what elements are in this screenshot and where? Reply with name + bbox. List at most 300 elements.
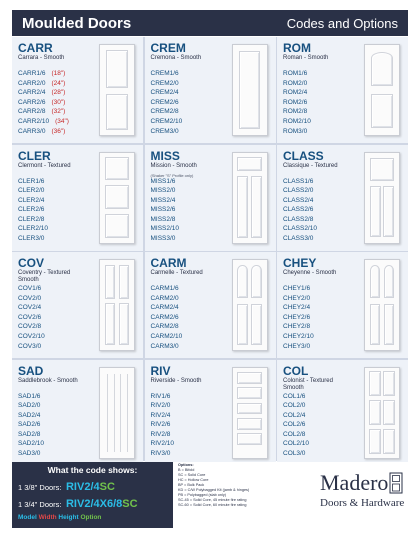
door-panel xyxy=(105,157,129,180)
legend-code-option: SC xyxy=(99,481,115,493)
door-panel xyxy=(251,304,262,345)
door-groove xyxy=(127,374,128,452)
size-code-list xyxy=(151,284,183,351)
size-code: SAD2/10 xyxy=(18,440,45,448)
size-code: CREM2/4 xyxy=(150,89,179,97)
size-code-item xyxy=(283,449,309,459)
size-code: MISS2/4 xyxy=(150,196,176,204)
size-code-item xyxy=(151,215,180,225)
door-illustration xyxy=(99,152,135,244)
size-code: ROM1/6 xyxy=(283,70,308,77)
door-grid xyxy=(12,37,408,461)
size-width: (18") xyxy=(51,70,66,77)
size-code-item xyxy=(18,127,69,137)
size-code-item xyxy=(151,449,175,459)
key-height: Height xyxy=(58,514,79,521)
door-panel xyxy=(237,418,261,430)
size-code: COV2/0 xyxy=(18,294,42,302)
size-code-item xyxy=(18,392,44,402)
size-code-item xyxy=(151,117,183,127)
size-code: CARR2/8 xyxy=(18,108,46,116)
size-code-item xyxy=(18,186,48,196)
size-code: COL2/0 xyxy=(283,402,306,410)
model-code: CREM xyxy=(150,41,186,55)
options-list xyxy=(178,463,314,508)
size-code: CARM2/10 xyxy=(150,332,183,340)
size-code-item xyxy=(151,322,183,332)
size-code: COV3/0 xyxy=(18,342,42,350)
door-groove xyxy=(120,374,121,452)
size-code: CARM2/6 xyxy=(150,313,179,321)
door-panel xyxy=(384,265,395,297)
size-code: CHEY2/6 xyxy=(283,313,311,321)
size-code: MISS2/6 xyxy=(150,206,176,214)
size-code: COV2/6 xyxy=(18,313,42,321)
door-panel xyxy=(371,94,393,128)
size-code: RIV2/0 xyxy=(150,402,171,410)
size-code: CLER2/6 xyxy=(18,206,45,214)
door-panel xyxy=(384,304,395,345)
size-code-item xyxy=(151,107,183,117)
size-code-item xyxy=(283,342,314,352)
size-code: CREM2/0 xyxy=(150,79,179,87)
door-panel xyxy=(237,403,261,415)
model-name: Mission - Smooth xyxy=(150,162,197,169)
option-item: SC-60 = Solid Core, 60 minute fire rating xyxy=(178,503,247,507)
size-code: COV2/8 xyxy=(18,323,42,331)
size-code-item xyxy=(151,79,183,89)
door-panel xyxy=(370,265,381,297)
size-code-item xyxy=(151,284,183,294)
size-width: (24") xyxy=(51,79,66,87)
size-code: ROM2/6 xyxy=(283,98,308,106)
model-name: Clermont - Textured xyxy=(18,162,71,169)
size-code: CARM2/0 xyxy=(150,294,179,302)
size-code-item xyxy=(283,205,317,215)
size-code: CLASS2/10 xyxy=(283,225,317,233)
size-code-item xyxy=(18,107,69,117)
door-groove xyxy=(107,374,108,452)
door-groove xyxy=(114,374,115,452)
brand-name: Madero xyxy=(320,470,389,495)
door-illustration xyxy=(232,367,268,459)
option-item: KD = C/W Polybagged Kit (jamb & hinges) xyxy=(178,488,250,492)
model-name: Carmelle - Textured xyxy=(150,270,203,276)
size-code-list xyxy=(283,177,317,244)
size-code: CLASS2/4 xyxy=(283,196,314,204)
door-panel xyxy=(105,303,116,345)
door-model-cov xyxy=(12,252,143,358)
model-code: CARR xyxy=(18,41,53,55)
size-code-item xyxy=(18,98,69,108)
model-code: CARM xyxy=(150,256,187,270)
size-code-item xyxy=(151,411,175,421)
door-panel xyxy=(105,214,129,238)
door-panel xyxy=(369,400,381,425)
size-code-item xyxy=(18,303,45,313)
door-panel xyxy=(371,52,393,86)
size-code-list xyxy=(18,392,44,459)
model-code: RIV xyxy=(150,363,171,378)
size-code-item xyxy=(151,303,183,313)
model-code: CLER xyxy=(18,148,51,163)
door-illustration xyxy=(99,44,135,136)
door-panel xyxy=(237,387,261,399)
page-title: Moulded Doors xyxy=(22,14,132,32)
size-code: CARR3/0 xyxy=(18,127,46,135)
door-panel xyxy=(383,186,393,237)
door-model-cler xyxy=(12,145,143,251)
size-code-item xyxy=(18,79,69,89)
size-code-item xyxy=(151,439,175,449)
size-code-item xyxy=(283,79,311,89)
size-width: (30") xyxy=(51,98,66,106)
size-code-item xyxy=(151,69,183,79)
door-panel xyxy=(370,186,380,237)
door-illustration xyxy=(232,152,268,244)
size-code: CLER1/6 xyxy=(18,177,45,185)
size-code-item xyxy=(283,196,317,206)
legend-code-height: X6/8 xyxy=(99,498,123,510)
door-panel xyxy=(383,371,395,396)
size-code-list xyxy=(18,69,69,136)
door-panel xyxy=(369,371,381,396)
door-illustration xyxy=(364,152,400,244)
door-illustration xyxy=(232,44,268,136)
size-code-item xyxy=(283,215,317,225)
size-code-list xyxy=(18,177,48,244)
size-code-item xyxy=(18,342,45,352)
size-code-item xyxy=(18,411,44,421)
size-code-item xyxy=(151,420,175,430)
code-legend xyxy=(12,462,173,528)
size-code: SAD2/6 xyxy=(18,421,41,429)
door-model-carr xyxy=(12,37,143,143)
key-model: Model xyxy=(18,514,37,521)
size-code-item xyxy=(18,117,69,127)
size-code-item xyxy=(18,224,48,234)
size-code-item xyxy=(283,332,314,342)
door-model-miss xyxy=(145,145,276,251)
size-width: (36") xyxy=(51,127,66,135)
size-code: CARR1/6 xyxy=(18,70,46,77)
door-panel xyxy=(251,176,262,238)
size-code: COV2/4 xyxy=(18,304,42,312)
size-code-item xyxy=(283,401,309,411)
door-panel xyxy=(251,265,262,297)
size-code: RIV2/4 xyxy=(150,411,171,419)
size-code-item xyxy=(18,205,48,215)
size-code-item xyxy=(18,177,48,187)
size-code: COV1/6 xyxy=(18,285,42,292)
legend-code-model-width: RIV2/4 xyxy=(65,498,100,510)
size-code: CARR2/0 xyxy=(18,79,46,87)
door-model-crem xyxy=(145,37,276,143)
footer xyxy=(12,462,408,528)
size-code: CARM1/6 xyxy=(150,285,179,292)
door-panel xyxy=(119,303,130,345)
size-code-item xyxy=(151,196,180,206)
size-code: COL1/6 xyxy=(283,392,306,400)
size-code: CARM2/4 xyxy=(150,304,179,312)
size-code-item xyxy=(151,294,183,304)
size-code: SAD3/0 xyxy=(18,450,41,458)
size-code-item xyxy=(283,127,311,137)
size-code: CARR2/4 xyxy=(18,89,46,97)
size-code: RIV1/6 xyxy=(150,392,171,400)
size-code-list xyxy=(18,284,45,351)
size-code: COL2/8 xyxy=(283,430,306,438)
size-code-item xyxy=(283,284,314,294)
size-code: CHEY3/0 xyxy=(283,342,311,350)
size-code-item xyxy=(18,196,48,206)
size-code-item xyxy=(283,322,314,332)
size-code-item xyxy=(151,234,180,244)
door-panel xyxy=(237,372,261,384)
size-code: CREM1/6 xyxy=(150,70,179,77)
door-panel xyxy=(105,185,129,209)
size-code-item xyxy=(18,215,48,225)
legend-title: What the code shows: xyxy=(47,465,138,475)
model-note: (Shaker "S" Profile only) xyxy=(150,172,194,178)
model-code: SAD xyxy=(18,363,44,378)
door-model-class xyxy=(277,145,408,251)
legend-row-1-3-8 xyxy=(18,477,115,495)
brand-tagline: Doors & Hardware xyxy=(320,497,405,509)
size-code-item xyxy=(283,69,311,79)
door-model-col xyxy=(277,360,408,466)
model-code: CLASS xyxy=(283,148,324,163)
model-code: MISS xyxy=(150,148,180,163)
model-code: COL xyxy=(283,363,309,378)
size-code-item xyxy=(18,69,69,79)
door-illustration xyxy=(99,259,135,351)
size-code-list xyxy=(151,177,180,244)
door-panel xyxy=(237,176,248,238)
option-item: BP = Bulk Pack xyxy=(178,483,205,487)
size-code-list xyxy=(151,392,175,459)
door-panel xyxy=(370,304,381,345)
size-code-item xyxy=(151,332,183,342)
size-code-item xyxy=(151,88,183,98)
size-code: CHEY1/6 xyxy=(283,285,311,292)
size-code: SAD2/8 xyxy=(18,430,41,438)
size-code: ROM3/0 xyxy=(283,127,308,135)
size-code: CLASS2/0 xyxy=(283,187,314,195)
size-code: CARM2/8 xyxy=(150,323,179,331)
model-code: CHEY xyxy=(283,256,317,270)
model-name: Cremona - Smooth xyxy=(150,55,202,61)
size-code: CLASS2/6 xyxy=(283,206,314,214)
size-code: RIV2/8 xyxy=(150,430,171,438)
size-code: ROM2/0 xyxy=(283,79,308,87)
size-code: MISS3/0 xyxy=(150,235,176,243)
size-code-item xyxy=(283,234,317,244)
door-panel xyxy=(383,400,395,425)
size-code: RIV2/10 xyxy=(150,440,174,448)
size-code-list xyxy=(283,392,309,459)
size-code: COL3/0 xyxy=(283,450,306,458)
size-code: COL2/6 xyxy=(283,421,306,429)
door-panel xyxy=(237,304,248,345)
door-illustration xyxy=(364,44,400,136)
door-panel xyxy=(106,94,128,130)
size-code-item xyxy=(18,284,45,294)
size-code: MISS2/0 xyxy=(150,187,176,195)
model-name: Saddlebrook - Smooth xyxy=(18,377,78,384)
size-width: (32") xyxy=(51,108,66,116)
size-code: CARR2/6 xyxy=(18,98,46,106)
legend-code-model-width: RIV2/4 xyxy=(65,481,100,493)
size-code-item xyxy=(18,294,45,304)
key-option: Option xyxy=(80,514,102,521)
size-code-item xyxy=(18,430,44,440)
size-code-item xyxy=(283,411,309,421)
size-code-item xyxy=(283,392,309,402)
model-name: Carrara - Smooth xyxy=(18,55,65,61)
size-code-list xyxy=(283,284,314,351)
option-item: SC = Solid Core xyxy=(178,473,206,477)
size-code-item xyxy=(151,342,183,352)
size-code-item xyxy=(283,420,309,430)
size-code-item xyxy=(283,430,309,440)
size-code: MISS2/8 xyxy=(150,215,176,223)
size-code: COL2/10 xyxy=(283,440,310,448)
size-code: CARM3/0 xyxy=(150,342,179,350)
door-illustration xyxy=(232,259,268,351)
size-width: (34") xyxy=(55,117,69,125)
size-code-item xyxy=(151,127,183,137)
size-code: CARR2/10 xyxy=(18,117,50,125)
size-code-item xyxy=(18,401,44,411)
door-model-carm xyxy=(145,252,276,358)
door-panel xyxy=(119,265,130,299)
model-name: Cheyenne - Smooth xyxy=(283,270,337,276)
option-item: PB = Polybagged (slab only) xyxy=(178,493,227,497)
size-code: CLER2/0 xyxy=(18,187,45,195)
model-name: Riverside - Smooth xyxy=(150,377,202,384)
size-code: CLER2/4 xyxy=(18,196,45,204)
legend-code-option: SC xyxy=(122,498,138,510)
legend-row-1-3-4 xyxy=(18,494,138,512)
door-model-chey xyxy=(277,252,408,358)
model-name: Coventry - Textured Smooth xyxy=(18,270,71,283)
door-panel xyxy=(237,265,248,297)
size-code-item xyxy=(18,439,44,449)
size-width: (28") xyxy=(51,89,66,97)
size-code: CREM2/6 xyxy=(150,98,179,106)
size-code-item xyxy=(283,107,311,117)
door-model-riv xyxy=(145,360,276,466)
size-code: SAD2/0 xyxy=(18,402,41,410)
size-code-item xyxy=(151,224,180,234)
door-illustration xyxy=(364,367,400,459)
legend-row-label: 1 3/8" Doors: xyxy=(18,483,62,492)
size-code: CREM3/0 xyxy=(150,127,179,135)
key-width: Width xyxy=(38,514,57,521)
size-code: COV2/10 xyxy=(18,332,45,340)
door-panel xyxy=(239,51,261,128)
size-code: MISS1/6 xyxy=(150,177,176,185)
size-code-item xyxy=(18,88,69,98)
size-code: CLER2/10 xyxy=(18,225,48,233)
size-code: CLER2/8 xyxy=(18,215,45,223)
model-code: COV xyxy=(18,256,45,270)
door-panel xyxy=(383,429,395,454)
door-model-sad xyxy=(12,360,143,466)
size-code-item xyxy=(151,430,175,440)
size-code-item xyxy=(18,332,45,342)
size-code-item xyxy=(283,439,309,449)
size-code: RIV2/6 xyxy=(150,421,171,429)
size-code: SAD1/6 xyxy=(18,392,41,400)
size-code: CLASS2/8 xyxy=(283,215,314,223)
door-panel xyxy=(105,265,116,299)
size-code-item xyxy=(18,313,45,323)
page-subtitle: Codes and Options xyxy=(286,15,398,31)
model-name: Roman - Smooth xyxy=(283,55,329,61)
legend-row-label: 1 3/4" Doors: xyxy=(18,500,62,509)
size-code: CREM2/10 xyxy=(150,117,183,125)
options-title: Options: xyxy=(178,463,194,467)
size-code-item xyxy=(283,177,317,187)
header-bar xyxy=(12,10,408,36)
size-code: CLER3/0 xyxy=(18,235,45,243)
door-illustration xyxy=(99,367,135,459)
size-code-item xyxy=(283,98,311,108)
option-item: B = Bifold xyxy=(178,468,195,472)
size-code-list xyxy=(151,69,183,136)
size-code-item xyxy=(283,117,311,127)
size-code: CLASS1/6 xyxy=(283,177,314,185)
size-code: CHEY2/0 xyxy=(283,294,311,302)
size-code: ROM2/4 xyxy=(283,89,308,97)
door-model-rom xyxy=(277,37,408,143)
size-code: ROM2/8 xyxy=(283,108,308,116)
model-name: Classique - Textured xyxy=(283,162,338,169)
size-code: COL2/4 xyxy=(283,411,306,419)
size-code-list xyxy=(283,69,311,136)
size-code-item xyxy=(283,303,314,313)
size-code-item xyxy=(151,205,180,215)
door-panel xyxy=(369,429,381,454)
door-panel xyxy=(237,157,261,171)
brand-mark-icon xyxy=(389,472,403,494)
size-code-item xyxy=(18,420,44,430)
brand-logo xyxy=(318,470,408,520)
size-code: CLASS3/0 xyxy=(283,235,314,243)
size-code: CHEY2/4 xyxy=(283,304,311,312)
size-code: RIV3/0 xyxy=(150,450,171,458)
legend-key xyxy=(18,514,101,521)
size-code-item xyxy=(18,449,44,459)
size-code: CHEY2/8 xyxy=(283,323,311,331)
size-code-item xyxy=(283,294,314,304)
size-code-item xyxy=(151,98,183,108)
size-code-item xyxy=(18,322,45,332)
door-panel xyxy=(106,50,128,88)
model-code: ROM xyxy=(283,41,311,55)
size-code: SAD2/4 xyxy=(18,411,41,419)
size-code: ROM2/10 xyxy=(283,117,311,125)
size-code-item xyxy=(283,313,314,323)
size-code-item xyxy=(151,177,180,187)
model-name: Colonist - Textured Smooth xyxy=(283,377,333,391)
size-code: MISS2/10 xyxy=(150,225,180,233)
size-code-item xyxy=(283,186,317,196)
option-item: HC = Hollow Core xyxy=(178,478,209,482)
size-code-item xyxy=(151,313,183,323)
